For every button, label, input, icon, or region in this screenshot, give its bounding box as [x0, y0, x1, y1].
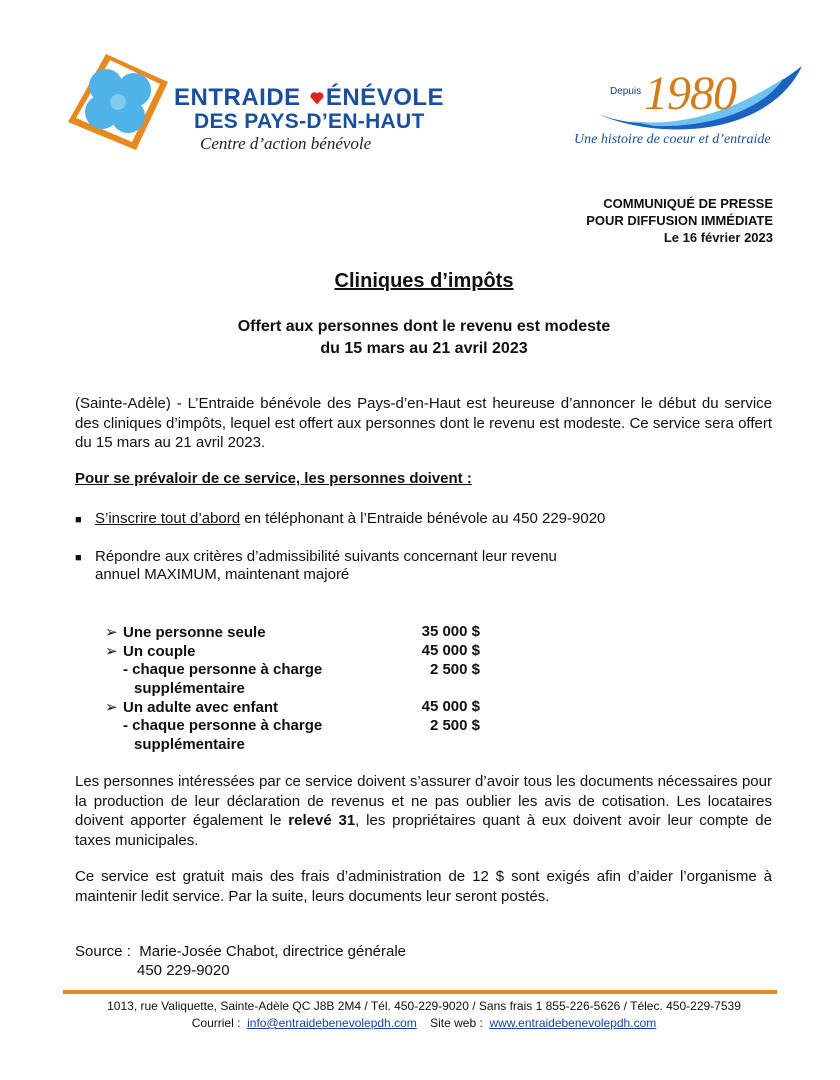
org-tagline: Centre d’action bénévole	[200, 134, 372, 153]
org-name-line1: ENTRAIDE ÉNÉVOLE	[174, 84, 445, 111]
badge-since-label: Depuis	[610, 86, 642, 97]
subtitle-line2: du 15 mars au 21 avril 2023	[320, 340, 528, 357]
source-name: Marie-Josée Chabot, directrice générale	[139, 943, 407, 960]
press-release-label: COMMUNIQUÉ DE PRESSE	[603, 196, 773, 211]
org-name-line2: DES PAYS-D’EN-HAUT	[194, 110, 425, 133]
income-row-amount: 45 000 $	[421, 642, 480, 659]
source-label: Source :	[75, 943, 131, 960]
square-bullet-icon: ■	[75, 514, 82, 526]
eligibility-text: Répondre aux critères d’admissibilité suivants concernant leur revenu	[95, 548, 557, 565]
release-date: Le 16 février 2023	[663, 230, 773, 245]
arrow-bullet-icon: ➢	[105, 699, 118, 716]
income-row-label: - chaque personne à charge	[123, 661, 323, 678]
income-row-label: supplémentaire	[134, 680, 245, 697]
register-first-text: S’inscrire tout d’abord	[95, 510, 241, 527]
web-label: Site web :	[430, 1016, 483, 1030]
income-row-label: ➢ Un adulte avec enfant	[105, 699, 279, 716]
documents-paragraph: Les personnes intéressées par ce service doivent s’assurer d’avoir tous les documents nécessaires pour la production de leur déclaration de revenus et ne pas oublier les avis de cotisation. Les locataires doivent apporter également le relevé 31, les propriétaires quant à eux doivent avoir leur compte de taxes municipales.	[75, 773, 772, 849]
organization-logo	[62, 52, 445, 162]
immediate-release-label: POUR DIFFUSION IMMÉDIATE	[586, 213, 773, 228]
clover-logo-icon	[62, 52, 170, 152]
source-phone: 450 229-9020	[137, 962, 230, 979]
email-label: Courriel :	[191, 1016, 241, 1030]
eligibility-text-line2: annuel MAXIMUM, maintenant majoré	[95, 566, 350, 583]
email-link[interactable]: info@entraidebenevolepdh.com	[247, 1016, 417, 1030]
register-phone-text: en téléphonant à l’Entraide bénévole au 450 229-9020	[240, 510, 606, 527]
income-row-label: supplémentaire	[134, 736, 245, 753]
requirements-heading: Pour se prévaloir de ce service, les personnes doivent :	[75, 470, 472, 487]
income-row-label: ➢ Une personne seule	[105, 624, 266, 641]
subtitle-line1: Offert aux personnes dont le revenu est modeste	[237, 318, 611, 335]
source-block	[75, 943, 406, 960]
arrow-bullet-icon: ➢	[105, 624, 118, 641]
page-title: Cliniques d’impôts	[334, 270, 514, 292]
income-row-label: ➢ Un couple	[105, 643, 196, 660]
bullet-eligibility	[75, 548, 557, 565]
footer-divider	[63, 990, 777, 994]
intro-paragraph: (Sainte-Adèle) - L’Entraide bénévole des Pays-d’en-Haut est heureuse d’annoncer le début du service des cliniques d’impôts, lequel est offert aux personnes dont le revenu est modeste. Ce service sera offert du 15 mars au 21 avril 2023.	[75, 395, 772, 451]
income-row-amount: 2 500 $	[429, 717, 480, 734]
square-bullet-icon: ■	[75, 552, 82, 564]
income-row-label: - chaque personne à charge	[123, 717, 323, 734]
income-row-amount: 2 500 $	[429, 661, 480, 678]
anniversary-badge	[574, 58, 804, 158]
website-link[interactable]: www.entraidebenevolepdh.com	[489, 1016, 657, 1030]
income-row-amount: 45 000 $	[421, 698, 480, 715]
bullet-register	[75, 510, 605, 527]
arrow-bullet-icon: ➢	[105, 643, 118, 660]
income-row-amount: 35 000 $	[421, 623, 480, 640]
footer-address: 1013, rue Valiquette, Sainte-Adèle QC J8B 2M4 / Tél. 450-229-9020 / Sans frais 1 855-226-5626 / Télec. 450-229-7539	[107, 999, 741, 1013]
badge-tagline: Une histoire de coeur et d’entraide	[574, 132, 771, 147]
heart-icon	[309, 90, 325, 106]
footer-contact	[0, 1016, 840, 1030]
fees-paragraph: Ce service est gratuit mais des frais d’administration de 12 $ sont exigés afin d’aider l’organisme à maintenir ledit service. Par la suite, leurs documents leur seront postés.	[75, 868, 772, 905]
badge-year: 1980	[644, 67, 736, 120]
releve-31-text: relevé 31	[288, 812, 356, 829]
